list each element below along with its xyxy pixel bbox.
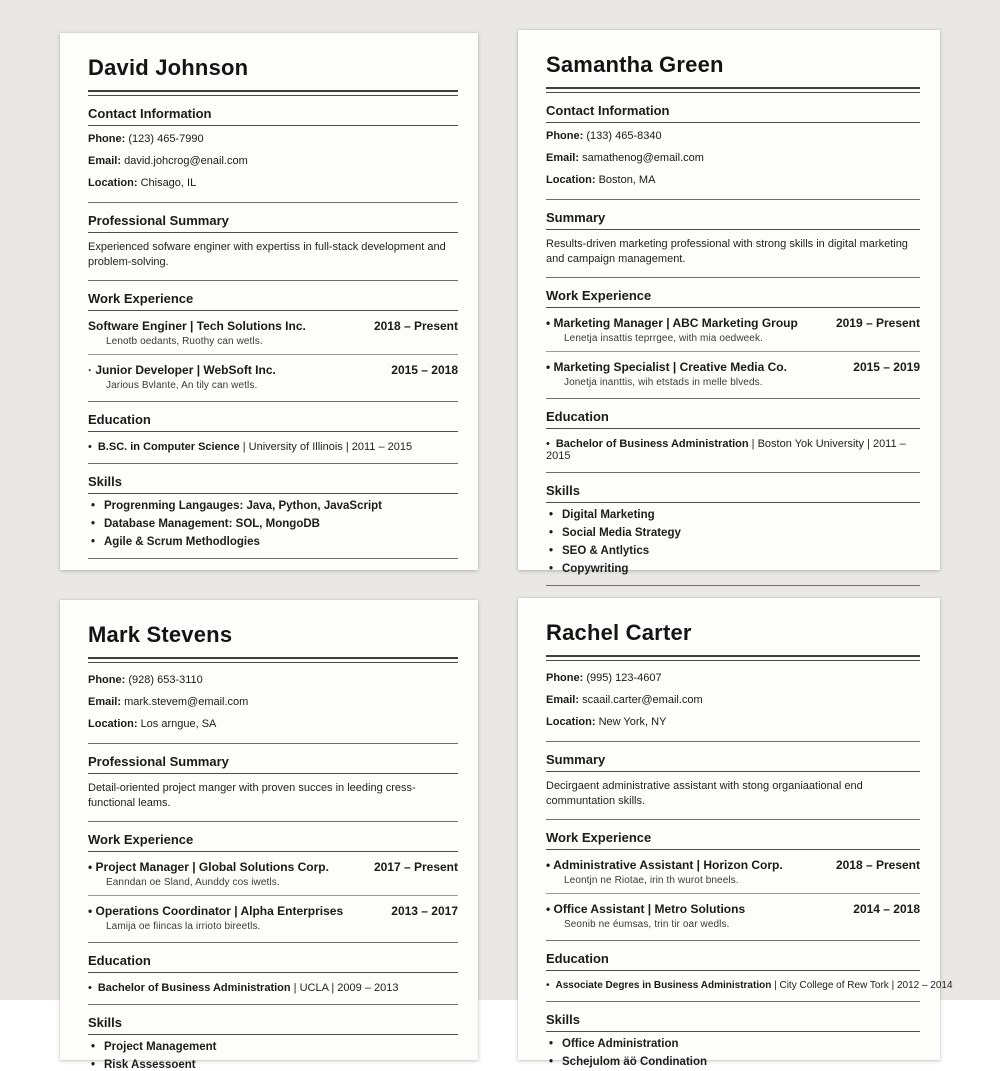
contact-phone-row [88, 131, 458, 148]
section-heading-work: Work Experience [546, 830, 920, 850]
email-value: mark.stevem@email.com [124, 696, 249, 708]
contact-phone-row [546, 670, 920, 687]
name-underline [88, 657, 458, 663]
skill-item: • Database Management: SOL, MongoDB [104, 518, 458, 530]
section-heading-education: Education [88, 412, 458, 432]
section-divider [88, 558, 458, 559]
section-divider [546, 741, 920, 742]
resume-card-rachel-carter [518, 598, 953, 1068]
job-entry [546, 360, 920, 388]
section-heading-skills: Skills [546, 1012, 920, 1032]
section-divider [88, 1004, 458, 1005]
entry-divider [546, 893, 920, 894]
section-divider [546, 398, 920, 399]
job-description: Jarious Bvlante, An tily can wetls. [106, 380, 258, 391]
education-detail: | Boston Yok University | 2011 – 2015 [546, 438, 906, 462]
section-divider [88, 202, 458, 203]
section-heading-summary: Summary [546, 210, 920, 230]
bullet: • [546, 438, 550, 450]
job-title: • Operations Coordinator | Alpha Enterprises [88, 904, 344, 918]
resume-card-samantha-green [518, 30, 940, 575]
job-description: Lamija oe fiincas la irrioto bireetls. [106, 921, 261, 932]
location-value: Los arngue, SA [140, 718, 217, 730]
job-title: • Marketing Specialist | Creative Media Co. [546, 360, 787, 374]
education-entry [546, 980, 953, 991]
email-label: Email: [546, 694, 580, 706]
skill-item: • SEO & Antlytics [562, 545, 920, 557]
job-dates: 2014 – 2018 [853, 902, 920, 916]
entry-divider [546, 351, 920, 352]
phone-label: Phone: [88, 133, 126, 145]
name-underline [546, 87, 920, 93]
job-dates: 2018 – Present [835, 858, 920, 872]
contact-email-row [546, 692, 920, 709]
skill-item: • Office Administration [562, 1038, 920, 1050]
job-entry [88, 904, 458, 932]
job-dates: 2013 – 2017 [391, 904, 458, 918]
job-entry [546, 858, 920, 886]
section-divider [88, 401, 458, 402]
location-value: Boston, MA [598, 174, 656, 186]
skill-item: • Digital Marketing [562, 509, 920, 521]
section-divider [546, 199, 920, 200]
job-title: • Office Assistant | Metro Solutions [546, 902, 746, 916]
section-heading-work: Work Experience [88, 832, 458, 852]
skills-list [88, 1041, 458, 1071]
job-dates: 2018 – Present [373, 319, 458, 333]
section-divider [88, 743, 458, 744]
entry-divider [88, 895, 458, 896]
section-heading-skills: Skills [88, 1015, 458, 1035]
location-value: New York, NY [598, 716, 667, 728]
phone-value: (995) 123-4607 [586, 672, 662, 684]
skill-item: • Schejulom äö Condination [562, 1056, 920, 1068]
section-heading-contact: Contact Information [546, 103, 920, 123]
skill-item: • Agile & Scrum Methodlogies [104, 536, 458, 548]
skills-list [546, 1038, 920, 1068]
skill-item: • Risk Assessoent [104, 1059, 458, 1071]
job-entry [88, 363, 458, 391]
skill-item: • Project Management [104, 1041, 458, 1053]
job-dates: 2017 – Present [373, 860, 458, 874]
job-title-row [88, 319, 458, 333]
section-divider [546, 277, 920, 278]
summary-text: Experienced sofware enginer with expertiss in full-stack development and problem-solving. [88, 241, 446, 268]
skills-list [546, 509, 920, 575]
section-divider [88, 463, 458, 464]
job-entry [88, 860, 458, 888]
contact-phone-row [546, 128, 920, 145]
job-entry [546, 316, 920, 344]
job-entry [88, 319, 458, 347]
bullet: • [546, 980, 550, 991]
section-heading-contact: Contact Information [88, 106, 458, 126]
section-heading-education: Education [546, 951, 920, 971]
resume-name: Mark Stevens [88, 622, 233, 647]
job-description: Lenetja insattis teprrgee, with mia oedweek. [564, 333, 763, 344]
job-entry [546, 902, 920, 930]
job-title-row [546, 316, 920, 330]
section-heading-summary: Professional Summary [88, 754, 458, 774]
bullet: • [88, 441, 92, 453]
section-heading-skills: Skills [88, 474, 458, 494]
education-degree: B.SC. in Computer Science [97, 441, 240, 453]
section-divider [546, 472, 920, 473]
education-detail: | University of Illinois | 2011 – 2015 [242, 441, 413, 453]
section-divider [546, 585, 920, 586]
education-degree: Bachelor of Business Administration [555, 438, 749, 450]
job-title: · Junior Developer | WebSoft Inc. [88, 363, 276, 377]
education-entry [546, 438, 920, 462]
job-title-row [546, 360, 920, 374]
education-entry [88, 982, 458, 994]
job-title-row [88, 860, 458, 874]
entry-divider [88, 354, 458, 355]
skill-item: • Social Media Strategy [562, 527, 920, 539]
section-heading-education: Education [88, 953, 458, 973]
resume-card-mark-stevens [60, 600, 478, 1071]
section-heading-education: Education [546, 409, 920, 429]
contact-location-row [546, 172, 920, 189]
email-label: Email: [88, 155, 122, 167]
section-divider [546, 940, 920, 941]
email-label: Email: [546, 152, 580, 164]
contact-email-row [88, 153, 458, 170]
education-detail: | City College of Rew Tork | 2012 – 2014 [774, 980, 953, 991]
email-label: Email: [88, 696, 122, 708]
phone-value: (123) 465-7990 [128, 133, 204, 145]
resume-name: Samantha Green [546, 52, 724, 77]
education-degree: Associate Degres in Business Administration [555, 980, 772, 991]
section-heading-skills: Skills [546, 483, 920, 503]
job-title-row [88, 363, 458, 377]
summary-text: Results-driven marketing professional with strong skills in digital marketing and campaign management. [546, 238, 908, 265]
section-divider [546, 819, 920, 820]
resume-name: Rachel Carter [546, 620, 692, 645]
job-description: Seonib ne éumsas, trin tir oar wedls. [564, 919, 730, 930]
job-title: • Project Manager | Global Solutions Corp. [88, 860, 329, 874]
contact-email-row [546, 150, 920, 167]
contact-location-row [88, 175, 458, 192]
location-value: Chisago, IL [140, 177, 197, 189]
location-label: Location: [88, 718, 138, 730]
job-title-row [546, 902, 920, 916]
job-dates: 2019 – Present [835, 316, 920, 330]
location-label: Location: [546, 716, 596, 728]
contact-phone-row [88, 672, 458, 689]
job-title: Software Enginer | Tech Solutions Inc. [88, 319, 306, 333]
skills-list [88, 500, 458, 548]
section-divider [88, 942, 458, 943]
job-description: Eanndan oe Sland, Aunddy cos iwetls. [106, 877, 280, 888]
job-dates: 2015 – 2018 [391, 363, 458, 377]
phone-label: Phone: [546, 672, 584, 684]
resume-card-david-johnson [60, 33, 478, 570]
name-underline [88, 90, 458, 96]
bullet: • [88, 982, 92, 994]
phone-value: (133) 465-8340 [586, 130, 662, 142]
contact-location-row [546, 714, 920, 731]
job-description: Jonetja inanttis, wih etstads in melle blveds. [564, 377, 763, 388]
job-description: Lenotb oedants, Ruothy can wetls. [106, 336, 263, 347]
section-divider [88, 280, 458, 281]
job-description: Leontjn ne Riotae, irin th wurot bneels. [564, 875, 739, 886]
resume-name: David Johnson [88, 55, 249, 80]
job-title: • Marketing Manager | ABC Marketing Group [546, 316, 798, 330]
phone-label: Phone: [546, 130, 584, 142]
job-title-row [546, 858, 920, 872]
contact-location-row [88, 716, 458, 733]
email-value: samathenog@email.com [582, 152, 704, 164]
location-label: Location: [88, 177, 138, 189]
summary-text: Detail-oriented project manger with proven succes in leeding cress-functional leams. [88, 782, 416, 809]
job-title: • Administrative Assistant | Horizon Corp. [546, 858, 783, 872]
phone-label: Phone: [88, 674, 126, 686]
job-title-row [88, 904, 458, 918]
skill-item: • Copywriting [562, 563, 920, 575]
section-heading-summary: Summary [546, 752, 920, 772]
email-value: scaail.carter@email.com [582, 694, 703, 706]
education-detail: | UCLA | 2009 – 2013 [293, 982, 399, 994]
section-heading-summary: Professional Summary [88, 213, 458, 233]
section-heading-work: Work Experience [88, 291, 458, 311]
email-value: david.johcrog@enail.com [124, 155, 248, 167]
location-label: Location: [546, 174, 596, 186]
name-underline [546, 655, 920, 661]
contact-email-row [88, 694, 458, 711]
section-heading-work: Work Experience [546, 288, 920, 308]
job-dates: 2015 – 2019 [853, 360, 920, 374]
education-degree: Bachelor of Business Administration [97, 982, 291, 994]
summary-text: Decirgaent administrative assistant with stong organiaational end communtation skills. [546, 780, 863, 807]
education-entry [88, 441, 458, 453]
skill-item: • Progrenming Langauges: Java, Python, JavaScript [104, 500, 458, 512]
section-divider [546, 1001, 920, 1002]
section-divider [88, 821, 458, 822]
phone-value: (928) 653-3110 [128, 674, 203, 686]
